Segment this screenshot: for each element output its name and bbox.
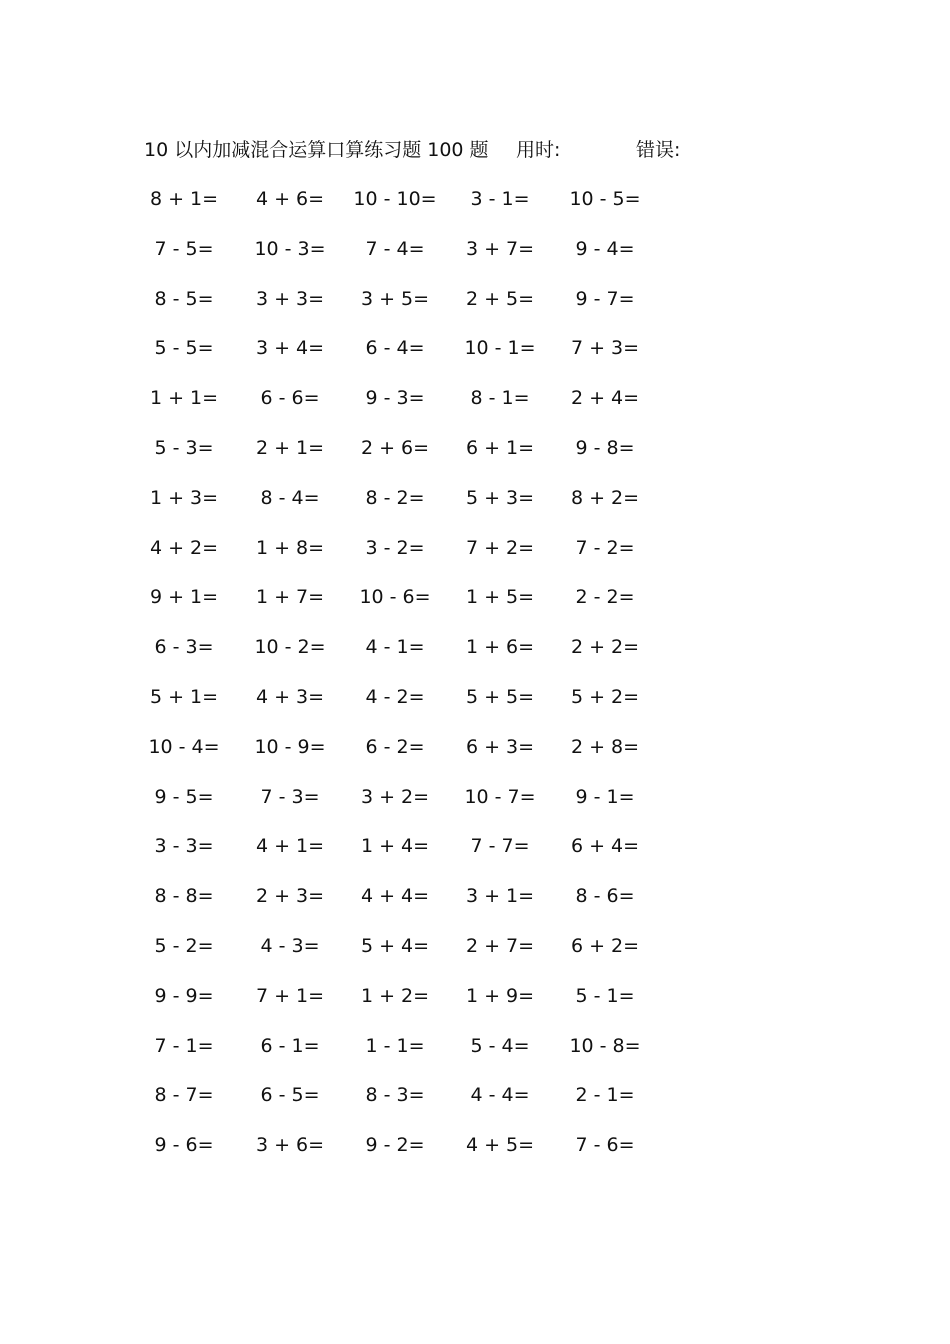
problem-item: 10 - 6= bbox=[359, 586, 431, 609]
problem-item: 8 - 3= bbox=[365, 1084, 425, 1107]
errors-label: 错误: bbox=[636, 139, 681, 161]
problem-item: 2 + 7= bbox=[465, 934, 535, 957]
problem-item: 7 - 2= bbox=[575, 536, 635, 559]
problem-row bbox=[130, 731, 690, 781]
problem-item: 8 + 2= bbox=[570, 486, 640, 509]
problem-item: 10 - 4= bbox=[148, 735, 220, 758]
problem-row bbox=[130, 1079, 690, 1129]
problem-item: 2 + 6= bbox=[360, 436, 430, 459]
problem-item: 9 - 9= bbox=[154, 984, 214, 1007]
problem-item: 4 + 4= bbox=[360, 885, 430, 908]
problem-item: 4 + 1= bbox=[255, 835, 325, 858]
problem-item: 6 - 4= bbox=[365, 337, 425, 360]
problem-item: 4 + 3= bbox=[255, 685, 325, 708]
problem-item: 1 + 3= bbox=[149, 486, 219, 509]
problem-item: 4 - 2= bbox=[365, 685, 425, 708]
problem-item: 6 - 2= bbox=[365, 735, 425, 758]
problem-item: 5 + 1= bbox=[149, 685, 219, 708]
problem-item: 9 - 8= bbox=[575, 436, 635, 459]
problem-item: 10 - 3= bbox=[254, 237, 326, 260]
problem-item: 2 + 3= bbox=[255, 885, 325, 908]
problem-item: 10 - 2= bbox=[254, 636, 326, 659]
problem-row bbox=[130, 581, 690, 631]
problem-item: 9 - 7= bbox=[575, 287, 635, 310]
problem-item: 1 - 1= bbox=[365, 1034, 425, 1057]
problem-item: 1 + 5= bbox=[465, 586, 535, 609]
problem-item: 4 + 2= bbox=[149, 536, 219, 559]
problem-item: 5 - 5= bbox=[154, 337, 214, 360]
problem-item: 7 - 5= bbox=[154, 237, 214, 260]
problem-row bbox=[130, 233, 690, 283]
problem-row bbox=[130, 681, 690, 731]
problem-item: 10 - 1= bbox=[464, 337, 536, 360]
problem-item: 1 + 8= bbox=[255, 536, 325, 559]
problem-row bbox=[130, 482, 690, 532]
problem-item: 5 - 1= bbox=[575, 984, 635, 1007]
problem-item: 3 - 3= bbox=[154, 835, 214, 858]
problem-item: 3 + 4= bbox=[255, 337, 325, 360]
problem-item: 3 + 5= bbox=[360, 287, 430, 310]
problem-grid bbox=[130, 183, 690, 1179]
problem-row bbox=[130, 631, 690, 681]
problem-item: 10 - 5= bbox=[569, 188, 641, 210]
problem-item: 9 - 1= bbox=[575, 785, 635, 808]
problem-item: 8 - 8= bbox=[154, 885, 214, 908]
problem-item: 10 - 7= bbox=[464, 785, 536, 808]
problem-item: 4 - 4= bbox=[470, 1084, 530, 1107]
problem-row bbox=[130, 830, 690, 880]
problem-item: 8 - 2= bbox=[365, 486, 425, 509]
problem-item: 8 - 7= bbox=[154, 1084, 214, 1107]
problem-item: 7 - 4= bbox=[365, 237, 425, 260]
problem-row bbox=[130, 532, 690, 582]
problem-item: 1 + 4= bbox=[360, 835, 430, 858]
problem-item: 8 - 6= bbox=[575, 885, 635, 908]
problem-item: 1 + 2= bbox=[360, 984, 430, 1007]
problem-row bbox=[130, 1129, 690, 1179]
problem-item: 9 + 1= bbox=[149, 586, 219, 609]
time-label: 用时: bbox=[516, 139, 561, 161]
problem-item: 10 - 9= bbox=[254, 735, 326, 758]
problem-row bbox=[130, 1030, 690, 1080]
problem-item: 2 - 1= bbox=[575, 1084, 635, 1107]
problem-item: 1 + 6= bbox=[465, 636, 535, 659]
problem-item: 7 + 3= bbox=[570, 337, 640, 360]
problem-item: 3 + 1= bbox=[465, 885, 535, 908]
problem-item: 6 - 3= bbox=[154, 636, 214, 659]
problem-item: 4 - 3= bbox=[260, 934, 320, 957]
problem-item: 3 + 7= bbox=[465, 237, 535, 260]
problem-item: 6 + 2= bbox=[570, 934, 640, 957]
problem-item: 5 + 5= bbox=[465, 685, 535, 708]
problem-row bbox=[130, 781, 690, 831]
problem-item: 3 + 3= bbox=[255, 287, 325, 310]
problem-item: 8 - 4= bbox=[260, 486, 320, 509]
problem-item: 5 + 3= bbox=[465, 486, 535, 509]
problem-row bbox=[130, 283, 690, 333]
problem-item: 3 - 1= bbox=[470, 188, 530, 210]
problem-item: 1 + 1= bbox=[149, 387, 219, 410]
problem-item: 2 + 1= bbox=[255, 436, 325, 459]
problem-item: 9 - 6= bbox=[154, 1134, 214, 1157]
problem-item: 6 - 6= bbox=[260, 387, 320, 410]
problem-item: 5 + 4= bbox=[360, 934, 430, 957]
problem-item: 7 - 1= bbox=[154, 1034, 214, 1057]
problem-item: 4 + 5= bbox=[465, 1134, 535, 1157]
problem-item: 5 + 2= bbox=[570, 685, 640, 708]
problem-row bbox=[130, 183, 690, 233]
problem-item: 6 + 3= bbox=[465, 735, 535, 758]
problem-row bbox=[130, 880, 690, 930]
problem-item: 10 - 10= bbox=[353, 188, 437, 210]
problem-item: 7 + 1= bbox=[255, 984, 325, 1007]
problem-item: 10 - 8= bbox=[569, 1034, 641, 1057]
problem-item: 6 - 1= bbox=[260, 1034, 320, 1057]
problem-item: 8 + 1= bbox=[149, 188, 219, 210]
problem-item: 5 - 3= bbox=[154, 436, 214, 459]
problem-item: 6 + 1= bbox=[465, 436, 535, 459]
problem-item: 9 - 2= bbox=[365, 1134, 425, 1157]
problem-item: 4 + 6= bbox=[255, 188, 325, 210]
problem-item: 1 + 9= bbox=[465, 984, 535, 1007]
problem-item: 1 + 7= bbox=[255, 586, 325, 609]
problem-row bbox=[130, 980, 690, 1030]
problem-item: 6 + 4= bbox=[570, 835, 640, 858]
problem-item: 7 - 6= bbox=[575, 1134, 635, 1157]
problem-item: 9 - 4= bbox=[575, 237, 635, 260]
problem-item: 3 - 2= bbox=[365, 536, 425, 559]
problem-item: 8 - 5= bbox=[154, 287, 214, 310]
problem-row bbox=[130, 432, 690, 482]
problem-item: 6 - 5= bbox=[260, 1084, 320, 1107]
problem-item: 2 + 2= bbox=[570, 636, 640, 659]
problem-item: 3 + 6= bbox=[255, 1134, 325, 1157]
problem-item: 9 - 3= bbox=[365, 387, 425, 410]
problem-item: 5 - 4= bbox=[470, 1034, 530, 1057]
problem-item: 2 - 2= bbox=[575, 586, 635, 609]
problem-item: 4 - 1= bbox=[365, 636, 425, 659]
problem-row bbox=[130, 332, 690, 382]
problem-item: 5 - 2= bbox=[154, 934, 214, 957]
problem-item: 2 + 8= bbox=[570, 735, 640, 758]
problem-item: 7 + 2= bbox=[465, 536, 535, 559]
problem-row bbox=[130, 930, 690, 980]
problem-item: 7 - 7= bbox=[470, 835, 530, 858]
worksheet-header bbox=[144, 136, 764, 164]
problem-item: 8 - 1= bbox=[470, 387, 530, 410]
worksheet-title: 10 以内加减混合运算口算练习题 100 题 bbox=[144, 139, 489, 161]
problem-item: 2 + 4= bbox=[570, 387, 640, 410]
problem-item: 7 - 3= bbox=[260, 785, 320, 808]
problem-row bbox=[130, 382, 690, 432]
problem-item: 3 + 2= bbox=[360, 785, 430, 808]
problem-item: 9 - 5= bbox=[154, 785, 214, 808]
problem-item: 2 + 5= bbox=[465, 287, 535, 310]
